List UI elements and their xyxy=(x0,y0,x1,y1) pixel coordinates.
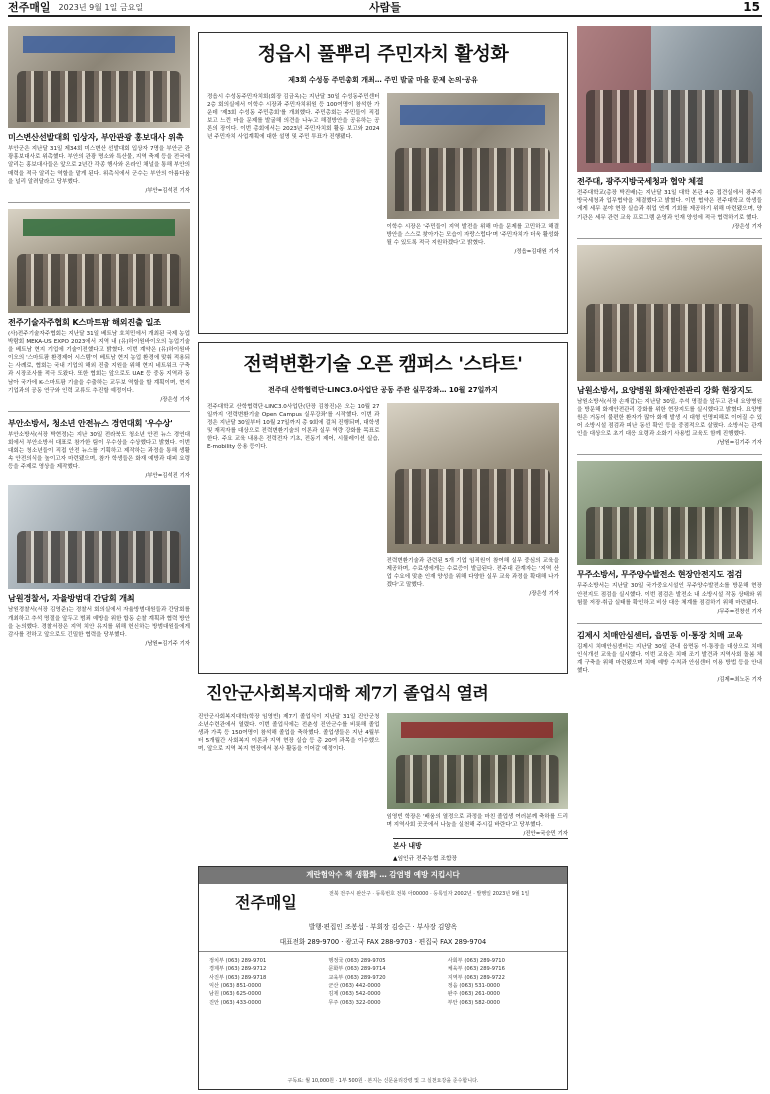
article-photo xyxy=(387,403,560,553)
article-body: 전주대학교 산학협력단·LINC3.0사업단(단장 김창진)은 오는 10월 27일까지 '전력변환기술 Open Campus 실무강좌'를 시작했다. 이번 과정은 지난달 30일부터 10월 27일까지 총 9회에 걸쳐 진행되며, 대학생 및 재직자를 대상으로 전력변환기술의 이론과 실무 역량 강화를 목표로 한다. 주요 교육 내용은 전력전자 기초, 전동기 제어, 시뮬레이션 실습, E-mobility 응용 등이다. xyxy=(207,403,380,451)
directory-entry: 완주 (063) 261-0000 xyxy=(447,991,500,998)
directory-entry: 사진부 (063) 289-9718 xyxy=(209,974,267,981)
byline: /남원=김기주 기자 xyxy=(717,440,762,447)
visitor-notice-text: ▲임인규 전주농협 조합장 xyxy=(393,855,458,862)
headline: 미스변산선발대회 입상자, 부안관광 홍보대사 위촉 xyxy=(8,132,184,142)
directory-entry: 부안 (063) 582-0000 xyxy=(447,999,500,1006)
directory-entry: 사회부 (063) 289-9710 xyxy=(447,958,505,964)
divider xyxy=(577,623,762,624)
article-body: 임영빈 학장은 '배움의 열정으로 과정을 마친 졸업생 여러분께 축하를 드리며 지역사회 곳곳에서 나눔을 실천해 주시길 바란다'고 당부했다. xyxy=(386,813,568,828)
article-body: 진안군사회복지대학(학장 임영빈) 제7기 졸업식이 지난달 31일 진안군청소년수련관에서 열렸다. 이번 졸업식에는 전춘성 진안군수를 비롯해 졸업생과 가족 등 150여명이 참석해 졸업을 축하했다. 졸업생들은 지난 4월부터 5개월간 사회복지 이론과 지역 현장 실습 등 총 20여 과목을 이수했으며, 앞으로 지역 복지 현장에서 봉사 활동을 이어갈 예정이다. xyxy=(198,713,380,753)
headline: 남원경찰서, 자율방범대 간담회 개최 xyxy=(8,593,135,604)
headline: 남원소방서, 요양병원 화재안전관리 강화 현장지도 xyxy=(577,384,753,395)
article-body: 남원경찰서(서장 김영준)는 경찰서 회의실에서 자율방범대원들과 간담회를 개최하고 추석 명절을 앞두고 범죄 예방을 위한 합동 순찰 계획과 협력 방안을 논의했다. 경찰서장은 지역 치안 유지를 위해 헌신하는 방범대원들에게 감사를 전하고 앞으로도 긴밀한 협력을 당부했다. xyxy=(8,607,190,638)
colophon-phones: 대표전화 289-9700 · 광고국 FAX 288-9703 · 편집국 FAX 289-9704 xyxy=(199,938,567,952)
article-photo xyxy=(577,461,762,565)
directory-entry: 익산 (063) 851-0000 xyxy=(209,982,262,989)
directory-entry: 행정국 (063) 289-9705 xyxy=(328,958,386,964)
article-photo xyxy=(387,713,569,809)
colophon-staff: 발행·편집인 조봉섭 · 부회장 김승근 · 부사장 김양옥 xyxy=(308,923,458,931)
article-photo xyxy=(577,245,762,381)
article-body: 정읍시 수성동주민자치회(회장 김금옥)는 지난달 30일 수성동주민센터 2층 회의실에서 이학수 시장과 주민자치위원 등 100여명이 참석한 가운데 '제3회 수성동 주민총회'를 개최했다. 주민총회는 주민들이 직접 보고 느낀 마을 문제를 발굴해 의견을 나누고 해결방안을 공유하는 공론의 장이다. 이번 총회에서는 2023년 주민자치회 활동 보고와 2024년 주민자치 사업계획에 대한 설명 및 주민 투표가 진행됐다. xyxy=(207,93,380,141)
directory-entry: 체육부 (063) 289-9716 xyxy=(447,966,505,973)
article-body: 무주소방서는 지난달 30일 국가중요시설인 무주양수발전소를 방문해 현장 안전지도 점검을 실시했다. 이번 점검은 발전소 내 소방시설 작동 상태와 위험물 저장·취급 실태를 확인하고 비상 대응 체계를 점검하기 위해 마련됐다. xyxy=(577,583,762,606)
article-body: 김제시 치매안심센터는 지난달 30일 관내 읍면동 이·통장을 대상으로 치매 인식개선 교육을 실시했다. 이번 교육은 치매 조기 발견과 지역사회 돌봄 체계 구축을 위해 마련됐으며 치매 예방 수칙과 안심센터 이용 방법 등을 안내했다. xyxy=(577,643,762,675)
headline: 전주기술자주협회 K스마트팜 해외진출 일조 xyxy=(8,316,161,327)
article-body: 부안군은 지난달 31일 제34회 미스변산 선발대회 입상자 7명을 부안군 관광홍보대사로 위촉했다. 부안의 관광 명소와 특산물, 지역 축제 등을 전국에 알리는 홍보대사들은 앞으로 2년간 각종 행사와 온라인 채널을 통해 부안의 매력을 적극 알리는 역할을 맡게 된다. 위촉식에서 군수는 부안의 아름다움을 널리 알려달라고 당부했다. xyxy=(8,146,190,185)
article-photo xyxy=(8,209,190,313)
masthead xyxy=(8,0,762,17)
colophon-paper-name: 전주매일 xyxy=(235,893,297,912)
lead-headline: 정읍시 풀뿌리 주민자치 활성화 xyxy=(257,43,509,65)
article-photo xyxy=(577,26,762,172)
byline: /장은성 기자 xyxy=(732,223,762,230)
divider xyxy=(8,202,190,203)
byline: /남원=김기주 기자 xyxy=(145,640,190,647)
subheadline: 전주대 산학협력단·LINC3.0사업단 공동 주관 실무강좌… 10월 27일까지 xyxy=(268,385,498,394)
byline: /무주=전창선 기자 xyxy=(717,608,762,615)
directory-entry: 김제 (063) 542-0000 xyxy=(328,991,381,998)
article-photo xyxy=(8,26,190,128)
headline: 부안소방서, 청소년 안전뉴스 경연대회 '우수상' xyxy=(8,417,173,428)
article-body: (사)전주기술자주협회는 지난달 31일 베트남 호치민에서 개최된 국제 농업박람회 MEKA-US EXPO 2023에서 지역 내 (유)하이원바이오의 농업기술을 베트남 현지 기업에 기술이전했다고 밝혔다. 이번 계약은 (유)하이원바이오의 '스마트팜 환경제어 시스템'이 베트남 현지 농업 환경에 맞춰 적용되는 사례로, 협회는 국내 기업의 해외 진출 지원을 위해 현지 네트워크 구축과 시장조사를 적극 도왔다. 또한 협회는 앞으로도 UAE 등 중동 지역과 동남아 국가에 K-스마트팜 기술을 수출하는 교두보 역할을 할 계획이며, 현지 기업과의 공동 연구와 인력 교류도 추진할 예정이다. xyxy=(8,330,190,394)
directory-entry: 진안 (063) 433-0000 xyxy=(209,999,262,1006)
right-column xyxy=(577,26,762,685)
lead-article xyxy=(198,32,568,334)
headline: 전력변환기술 오픈 캠퍼스 '스타트' xyxy=(243,353,523,375)
divider xyxy=(577,238,762,239)
visitor-notice-title: 본사 내방 xyxy=(393,842,422,850)
slogan-banner: 계란험악수 책 생활화 … 감염병 예방 지킵시다 xyxy=(199,867,567,884)
byline: /부안=김석진 기자 xyxy=(145,187,190,194)
article-photo xyxy=(387,93,560,219)
article-photo xyxy=(8,485,190,589)
byline: /장은성 기자 xyxy=(529,591,559,598)
department-directory xyxy=(209,957,557,1007)
divider xyxy=(577,454,762,455)
directory-entry: 교육부 (063) 289-9720 xyxy=(328,974,386,981)
directory-entry: 정치부 (063) 289-9701 xyxy=(209,958,267,964)
headline: 무주소방서, 무주양수발전소 현장안전지도 점검 xyxy=(577,569,743,580)
lead-subheadline: 제3회 수성동 주민총회 개최… 주민 발굴 마을 문제 논의·공유 xyxy=(288,75,478,84)
byline: /정읍=김대원 기자 xyxy=(514,249,559,256)
article-body: 전주대학교(총장 박진배)는 지난달 31일 대학 본관 4층 접견실에서 광주지방국세청과 업무협약을 체결했다고 밝혔다. 이번 협약은 전주대학교 학생들에게 세무 분야 현장 실습과 취업 연계 기회를 제공하기 위해 마련됐으며, 양 기관은 세무 관련 교육 프로그램 운영과 인재 양성에 적극 협력하기로 했다. xyxy=(577,190,762,221)
divider xyxy=(8,411,190,412)
article-body: 부안소방서(서장 박현정)는 지난 30일 전라북도 청소년 안전 뉴스 경연대회에서 부안소방서 대표로 참가한 팀이 우수상을 수상했다고 밝혔다. 이번 대회는 청소년들이 직접 안전 뉴스를 기획하고 제작하는 과정을 통해 생활 속 안전의식을 높이고자 마련됐으며, 참가 학생들은 화재 예방과 대피 요령 등을 주제로 영상을 제작했다. xyxy=(8,431,190,471)
colophon xyxy=(198,866,568,1090)
directory-entry: 정읍 (063) 531-0000 xyxy=(447,982,500,989)
third-article xyxy=(198,682,568,860)
headline: 진안군사회복지대학 제7기 졸업식 열려 xyxy=(206,684,489,704)
directory-entry: 경제부 (063) 289-9712 xyxy=(209,966,267,973)
second-article xyxy=(198,342,568,674)
article-body: 전력변환기술과 관련된 5개 기업 임직원이 참여해 실무 중심의 교육을 제공하며, 수료생에게는 수료증이 발급된다. 전주대 관계자는 '지역 산업 수요에 맞춘 인재 양성을 위해 다양한 실무 교육 과정을 확대해 나가겠다'고 말했다. xyxy=(386,557,559,589)
byline: /부안=김석진 기자 xyxy=(145,473,190,480)
headline: 전주대, 광주지방국세청과 협약 체결 xyxy=(577,176,704,186)
colophon-info: 전북 전주시 완산구 · 등록번호 전북 아00000 · 등록일자 2002년 · 발행일 2023년 9월 1일 xyxy=(329,891,530,897)
section-title: 사람들 xyxy=(369,0,401,14)
headline: 김제시 치매안심센터, 읍면동 이·통장 치매 교육 xyxy=(577,629,743,640)
directory-entry: 무주 (063) 322-0000 xyxy=(328,999,381,1006)
byline: /진안=국승민 기자 xyxy=(523,830,568,837)
page-number: 15 xyxy=(743,0,760,14)
issue-date: 2023년 9월 1일 금요일 xyxy=(58,2,144,12)
byline: /김제=최노돈 기자 xyxy=(717,677,762,684)
directory-entry: 군산 (063) 442-0000 xyxy=(328,982,381,989)
visitor-notice xyxy=(393,838,568,863)
article-body: 이학수 시장은 '주민들이 지역 발전을 위해 마을 문제를 고민하고 해결 방안을 스스로 찾아가는 모습이 자랑스럽다'며 '주민자치가 더욱 활성화될 수 있도록 적극 지원하겠다'고 밝혔다. xyxy=(386,223,559,246)
byline: /장은성 기자 xyxy=(160,396,190,403)
paper-name: 전주매일 xyxy=(8,0,51,14)
left-column xyxy=(8,26,190,649)
directory-entry: 지역부 (063) 289-9722 xyxy=(447,974,505,981)
colophon-footnote: 구독료: 월 10,000원 · 1부 500원 · 본지는 신문윤리강령 및 그 실천요강을 준수합니다. xyxy=(287,1077,479,1084)
directory-entry: 문화부 (063) 289-9714 xyxy=(328,966,386,973)
article-body: 남원소방서(서장 손재갑)는 지난달 30일, 추석 명절을 앞두고 관내 요양병원을 방문해 화재안전관리 강화를 위한 현장지도를 실시했다고 밝혔다. 요양병원은 거동이 불편한 환자가 많아 화재 발생 시 대형 인명피해로 이어질 수 있어 소방시설 점검과 피난 동선 확인 등을 중점적으로 살폈다. 소방서는 관계인을 대상으로 초기 대응 요령과 소화기 사용법 교육도 함께 진행했다. xyxy=(577,398,762,438)
directory-entry: 남원 (063) 625-0000 xyxy=(209,991,262,998)
